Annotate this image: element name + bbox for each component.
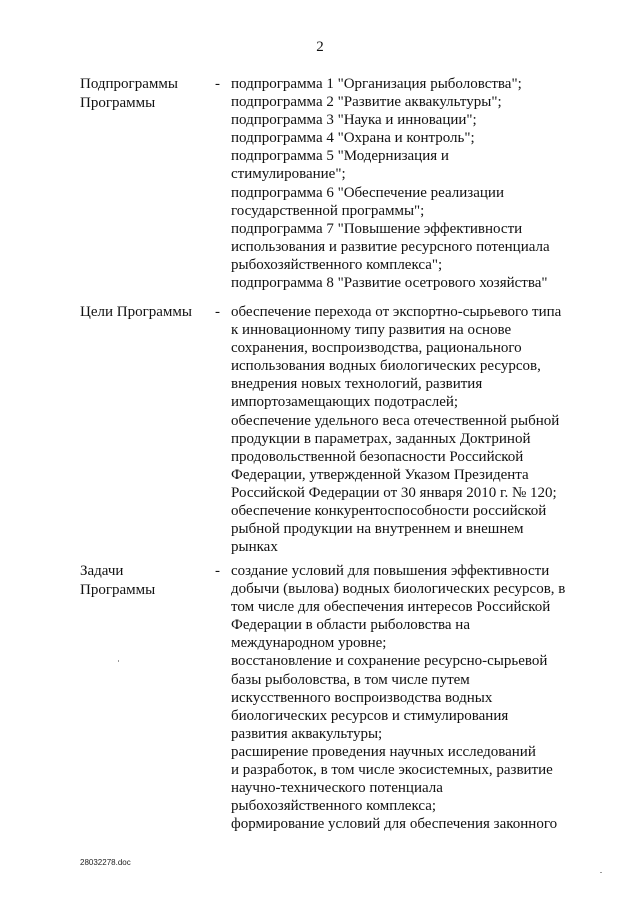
text-line: Российской Федерации от 30 января 2010 г. № 120; bbox=[231, 484, 557, 501]
text-line: стимулирование"; bbox=[231, 166, 346, 183]
document-id: 28032278.doc bbox=[80, 858, 131, 867]
text-line: продовольственной безопасности Российской bbox=[231, 448, 524, 465]
dash-separator: - bbox=[215, 563, 220, 579]
label-line: Задачи bbox=[80, 563, 124, 579]
text-line: добычи (вылова) водных биологических ресурсов, в bbox=[231, 581, 566, 598]
text-line: подпрограмма 1 "Организация рыболовства"; bbox=[231, 76, 522, 92]
text-line: развития аквакультуры; bbox=[231, 725, 383, 742]
text-line: внедрения новых технологий, развития bbox=[231, 376, 483, 393]
dash-separator: - bbox=[215, 76, 220, 92]
section-label bbox=[80, 303, 215, 322]
text-line: подпрограмма 6 "Обеспечение реализации bbox=[231, 184, 504, 201]
text-line: импортозамещающих подотраслей; bbox=[231, 394, 459, 411]
text-line: рыбохозяйственного комплекса"; bbox=[231, 256, 443, 273]
text-line: обеспечение удельного веса отечественной рыбной bbox=[231, 412, 560, 429]
text-line: международном уровне; bbox=[231, 635, 387, 652]
text-line: том числе для обеспечения интересов Российской bbox=[231, 599, 551, 616]
scan-speck bbox=[118, 660, 119, 662]
scan-speck bbox=[600, 872, 602, 873]
text-line: создание условий для повышения эффективности bbox=[231, 563, 550, 579]
text-line: подпрограмма 5 "Модернизация и bbox=[231, 148, 449, 165]
page-number: 2 bbox=[316, 39, 324, 55]
text-line: Федерации, утвержденной Указом Президента bbox=[231, 466, 529, 483]
text-line: рынках bbox=[231, 539, 278, 556]
text-line: формирование условий для обеспечения законного bbox=[231, 816, 558, 833]
text-line: рыбохозяйственного комплекса; bbox=[231, 798, 437, 815]
label-line: Подпрограммы bbox=[80, 76, 178, 92]
section-content bbox=[231, 75, 571, 292]
text-line: к инновационному типу развития на основе bbox=[231, 322, 512, 339]
text-line: Федерации в области рыболовства на bbox=[231, 617, 470, 634]
text-line: использования и развитие ресурсного потенциала bbox=[231, 238, 550, 255]
text-line: государственной программы"; bbox=[231, 202, 425, 219]
text-line: обеспечение конкурентоспособности российской bbox=[231, 503, 547, 520]
text-line: научно-технического потенциала bbox=[231, 780, 443, 797]
text-line: базы рыболовства, в том числе путем bbox=[231, 671, 470, 688]
text-line: подпрограмма 3 "Наука и инновации"; bbox=[231, 112, 477, 129]
section-content bbox=[231, 303, 571, 556]
text-line: биологических ресурсов и стимулирования bbox=[231, 707, 509, 724]
text-line: подпрограмма 8 "Развитие осетрового хозяйства" bbox=[231, 275, 548, 292]
section-label bbox=[80, 75, 215, 113]
text-line: подпрограмма 7 "Повышение эффективности bbox=[231, 220, 523, 237]
label-line: Цели Программы bbox=[80, 304, 192, 320]
text-line: обеспечение перехода от экспортно-сырьевого типа bbox=[231, 304, 562, 320]
label-line: Программы bbox=[80, 95, 156, 111]
section-content bbox=[231, 562, 571, 833]
text-line: и разработок, в том числе экосистемных, развитие bbox=[231, 762, 553, 779]
text-line: подпрограмма 2 "Развитие аквакультуры"; bbox=[231, 94, 502, 111]
dash-separator: - bbox=[215, 304, 220, 320]
text-line: рыбной продукции на внутреннем и внешнем bbox=[231, 521, 524, 538]
label-line: Программы bbox=[80, 582, 156, 598]
text-line: сохранения, воспроизводства, рационального bbox=[231, 340, 522, 357]
text-line: продукции в параметрах, заданных Доктриной bbox=[231, 430, 531, 447]
text-line: искусственного воспроизводства водных bbox=[231, 689, 493, 706]
section-label bbox=[80, 562, 215, 600]
text-line: восстановление и сохранение ресурсно-сырьевой bbox=[231, 653, 548, 670]
text-line: использования водных биологических ресурсов, bbox=[231, 358, 541, 375]
text-line: подпрограмма 4 "Охрана и контроль"; bbox=[231, 130, 475, 147]
text-line: расширение проведения научных исследований bbox=[231, 743, 536, 760]
